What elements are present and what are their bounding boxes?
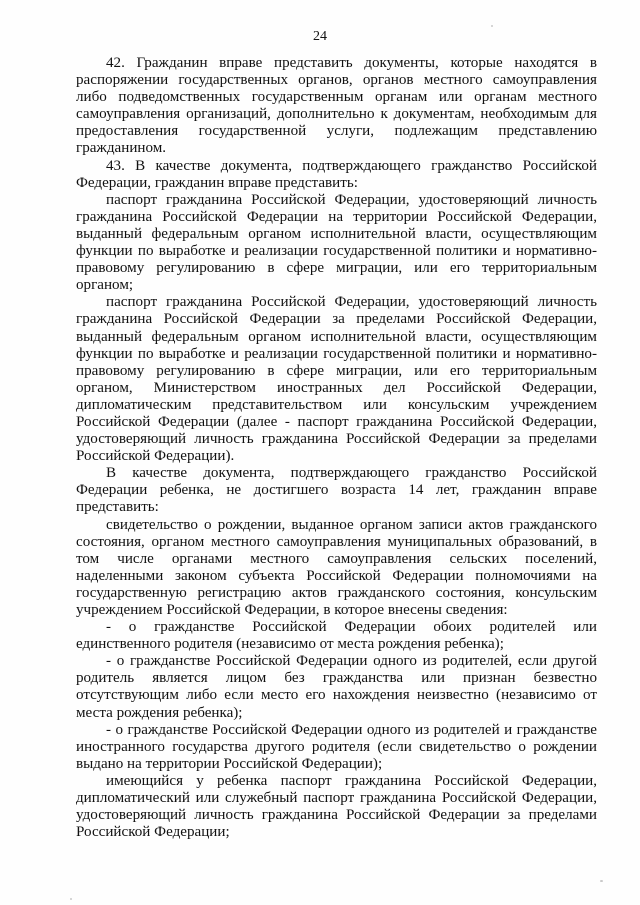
paragraph-43-intro: 43. В качестве документа, подтверждающего гражданство Российской Федерации, гражданин вправе представить: [76, 157, 597, 191]
list-item-one-parent-stateless: - о гражданстве Российской Федерации одного из родителей, если другой родитель является лицом без гражданства или признан безвестно отсутствующим либо если место его нахождения неизвестно (независимо от места рождения ребенка); [76, 653, 597, 721]
list-item-one-parent-foreign: - о гражданстве Российской Федерации одного из родителей и гражданстве иностранного государства другого родителя (если свидетельство о рождении выдано на территории Российской Федерации); [76, 721, 597, 772]
document-body [76, 55, 597, 841]
scan-speck [600, 880, 603, 882]
paragraph-birth-certificate: свидетельство о рождении, выданное органом записи актов гражданского состояния, органом местного самоуправления муниципальных образований, в том числе органами местного самоуправления сельских поселений, наделенными законом субъекта Российской Федерации полномочиями на государственную регистрацию актов гражданского состояния, консульским учреждением Российской Федерации, в которое внесены сведения: [76, 516, 597, 618]
scan-speck [491, 25, 493, 27]
page-number: 24 [313, 29, 327, 44]
paragraph-foreign-passport: паспорт гражданина Российской Федерации, удостоверяющий личность гражданина Российской Федерации за пределами Российской Федерации, выданный федеральным органом исполнительной власти, осуществляющим функции по выработке и реализации государственной политики и нормативно-правовому регулированию в сфере миграции, или его территориальным органом, Министерством иностранных дел Российской Федерации, дипломатическим представительством или консульским учреждением Российской Федерации (далее - паспорт гражданина Российской Федерации, удостоверяющий личность гражданина Российской Федерации за пределами Российской Федерации). [76, 294, 597, 465]
paragraph-internal-passport: паспорт гражданина Российской Федерации, удостоверяющий личность гражданина Российской Федерации на территории Российской Федерации, выданный федеральным органом исполнительной власти, осуществляющим функции по выработке и реализации государственной политики и нормативно-правовому регулированию в сфере миграции, или его территориальным органом; [76, 191, 597, 294]
paragraph-child-document-intro: В качестве документа, подтверждающего гражданство Российской Федерации ребенка, не достигшего возраста 14 лет, гражданин вправе представить: [76, 465, 597, 516]
list-item-both-parents: - о гражданстве Российской Федерации обоих родителей или единственного родителя (независимо от места рождения ребенка); [76, 619, 597, 653]
scan-speck [70, 898, 72, 900]
paragraph-42: 42. Гражданин вправе представить документы, которые находятся в распоряжении государственных органов, органов местного самоуправления либо подведомственных государственным органам или органам местного самоуправления организаций, дополнительно к документам, необходимым для предоставления государственной услуги, подлежащим представлению гражданином. [76, 55, 597, 157]
paragraph-child-passport: имеющийся у ребенка паспорт гражданина Российской Федерации, дипломатический или служебный паспорт гражданина Российской Федерации, удостоверяющий личность гражданина Российской Федерации за пределами Российской Федерации; [76, 772, 597, 841]
